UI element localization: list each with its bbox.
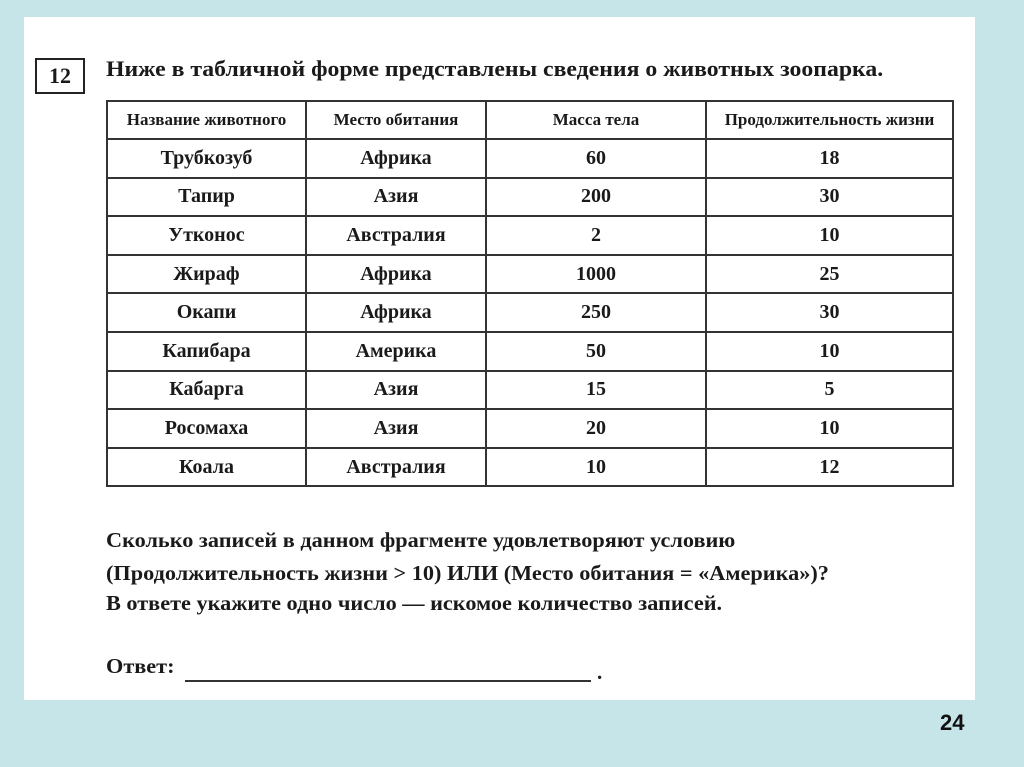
cell-body-mass: 60 — [486, 139, 706, 178]
task-intro: Ниже в табличной форме представлены сведения о животных зоопарка. — [106, 56, 884, 81]
table-header-row — [107, 101, 953, 139]
cell-body-mass: 20 — [486, 409, 706, 448]
cell-animal-name: Росомаха — [107, 409, 306, 448]
header-habitat: Место обитания — [306, 101, 486, 139]
cell-body-mass: 200 — [486, 178, 706, 217]
cell-habitat: Африка — [306, 293, 486, 332]
cell-habitat: Африка — [306, 255, 486, 294]
cell-body-mass: 10 — [486, 448, 706, 487]
table-row — [107, 139, 953, 178]
cell-lifespan: 12 — [706, 448, 953, 487]
cell-habitat: Азия — [306, 409, 486, 448]
animals-table — [106, 100, 954, 487]
cell-habitat: Америка — [306, 332, 486, 371]
cell-lifespan: 25 — [706, 255, 953, 294]
cell-lifespan: 10 — [706, 409, 953, 448]
question-line-3: В ответе укажите одно число — искомое количество записей. — [106, 591, 723, 615]
cell-habitat: Австралия — [306, 448, 486, 487]
cell-habitat: Азия — [306, 371, 486, 410]
cell-habitat: Азия — [306, 178, 486, 217]
table-row — [107, 216, 953, 255]
cell-lifespan: 10 — [706, 332, 953, 371]
cell-habitat: Австралия — [306, 216, 486, 255]
cell-lifespan: 30 — [706, 293, 953, 332]
cell-animal-name: Трубкозуб — [107, 139, 306, 178]
cell-lifespan: 5 — [706, 371, 953, 410]
table-row — [107, 332, 953, 371]
table-row — [107, 293, 953, 332]
cell-body-mass: 1000 — [486, 255, 706, 294]
question-line-2: (Продолжительность жизни > 10) ИЛИ (Место обитания = «Америка»)? — [106, 561, 829, 585]
cell-body-mass: 15 — [486, 371, 706, 410]
cell-body-mass: 50 — [486, 332, 706, 371]
question-line-1: Сколько записей в данном фрагменте удовлетворяют условию — [106, 528, 736, 552]
cell-animal-name: Коала — [107, 448, 306, 487]
cell-lifespan: 10 — [706, 216, 953, 255]
table-row — [107, 178, 953, 217]
table-row — [107, 255, 953, 294]
table-row — [107, 448, 953, 487]
page-number: 24 — [940, 710, 965, 735]
cell-animal-name: Кабарга — [107, 371, 306, 410]
task-number-box: 12 — [35, 58, 85, 94]
header-lifespan: Продолжительность жизни — [706, 101, 953, 139]
cell-animal-name: Утконос — [107, 216, 306, 255]
answer-label: Ответ: — [106, 654, 175, 678]
cell-animal-name: Капибара — [107, 332, 306, 371]
cell-body-mass: 250 — [486, 293, 706, 332]
cell-animal-name: Жираф — [107, 255, 306, 294]
cell-animal-name: Тапир — [107, 178, 306, 217]
table-row — [107, 371, 953, 410]
cell-body-mass: 2 — [486, 216, 706, 255]
answer-dot: . — [597, 660, 603, 684]
table-row — [107, 409, 953, 448]
header-animal-name: Название животного — [107, 101, 306, 139]
header-body-mass: Масса тела — [486, 101, 706, 139]
cell-animal-name: Окапи — [107, 293, 306, 332]
cell-lifespan: 18 — [706, 139, 953, 178]
answer-field[interactable] — [185, 680, 591, 682]
cell-habitat: Африка — [306, 139, 486, 178]
cell-lifespan: 30 — [706, 178, 953, 217]
